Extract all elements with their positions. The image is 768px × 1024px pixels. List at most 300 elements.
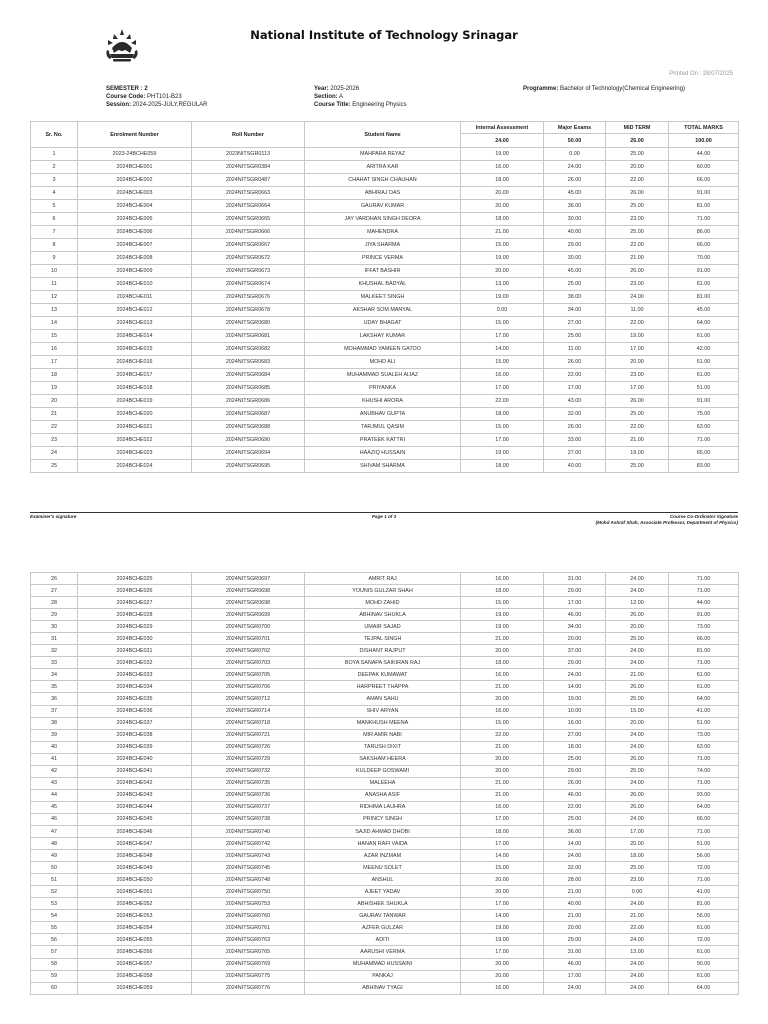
- mid-cell: 22.00: [606, 922, 669, 934]
- total-cell: 51.00: [669, 717, 739, 729]
- roll-cell: 2024NITSGR0776: [192, 982, 305, 994]
- sr-cell: 60: [31, 982, 78, 994]
- table-row: [31, 862, 739, 874]
- table-row: [31, 946, 739, 958]
- roll-cell: 2024NITSGR0680: [192, 317, 305, 330]
- roll-cell: 2024NITSGR0703: [192, 657, 305, 669]
- name-cell: LAKSHAY KUMAR: [305, 330, 461, 343]
- major-cell: 32.00: [544, 862, 606, 874]
- enrolment-cell: 2024BCHE005: [78, 213, 192, 226]
- total-cell: 61.00: [669, 369, 739, 382]
- sr-cell: 38: [31, 717, 78, 729]
- mid-cell: 24.00: [606, 291, 669, 304]
- enrolment-cell: 2024BCHE020: [78, 408, 192, 421]
- table-body-page2: [31, 573, 739, 995]
- major-cell: 24.00: [544, 850, 606, 862]
- enrolment-cell: 2024BCHE029: [78, 621, 192, 633]
- major-cell: 29.00: [544, 239, 606, 252]
- mid-cell: 25.00: [606, 460, 669, 473]
- sr-cell: 7: [31, 226, 78, 239]
- name-cell: ABHIRAJ DAS: [305, 187, 461, 200]
- total-cell: 86.00: [669, 226, 739, 239]
- enrolment-cell: 2024BCHE052: [78, 898, 192, 910]
- roll-cell: 2024NITSGR0664: [192, 200, 305, 213]
- name-cell: HANAN RAFI VAIDA: [305, 838, 461, 850]
- total-cell: 71.00: [669, 777, 739, 789]
- table-row: [31, 278, 739, 291]
- mid-cell: 15.00: [606, 705, 669, 717]
- max-mid: 26.00: [606, 134, 669, 148]
- name-cell: HARPREET THAPPA: [305, 681, 461, 693]
- major-cell: 29.00: [544, 765, 606, 777]
- ia-cell: 17.00: [461, 330, 544, 343]
- name-cell: MANKHUSH MEENA: [305, 717, 461, 729]
- name-cell: ABHINAV SHUKLA: [305, 609, 461, 621]
- total-cell: 91.00: [669, 395, 739, 408]
- max-major: 50.00: [544, 134, 606, 148]
- major-cell: 26.00: [544, 777, 606, 789]
- major-cell: 25.00: [544, 753, 606, 765]
- ia-cell: 21.00: [461, 777, 544, 789]
- sr-cell: 34: [31, 669, 78, 681]
- mid-cell: 21.00: [606, 252, 669, 265]
- table-row: [31, 765, 739, 777]
- name-cell: ANASHA ASIF: [305, 789, 461, 801]
- total-cell: 56.00: [669, 910, 739, 922]
- ia-cell: 15.00: [461, 597, 544, 609]
- major-cell: 25.00: [544, 330, 606, 343]
- ia-cell: 14.00: [461, 910, 544, 922]
- name-cell: AMRIT RAJ: [305, 573, 461, 585]
- major-cell: 26.00: [544, 421, 606, 434]
- semester-label: SEMESTER :: [106, 86, 143, 92]
- sr-cell: 24: [31, 447, 78, 460]
- major-cell: 25.00: [544, 278, 606, 291]
- total-cell: 75.00: [669, 408, 739, 421]
- mid-cell: 12.00: [606, 597, 669, 609]
- sr-cell: 42: [31, 765, 78, 777]
- roll-cell: 2024NITSGR0698: [192, 597, 305, 609]
- total-cell: 71.00: [669, 585, 739, 597]
- name-cell: AKSHAR SOM MANYAL: [305, 304, 461, 317]
- roll-cell: 2024NITSGR0702: [192, 645, 305, 657]
- mid-cell: 22.00: [606, 174, 669, 187]
- total-cell: 61.00: [669, 356, 739, 369]
- roll-cell: 2024NITSGR0684: [192, 369, 305, 382]
- sr-cell: 27: [31, 585, 78, 597]
- sr-cell: 44: [31, 789, 78, 801]
- enrolment-cell: 2024BCHE050: [78, 874, 192, 886]
- sr-cell: 18: [31, 369, 78, 382]
- total-cell: 51.00: [669, 838, 739, 850]
- sr-cell: 12: [31, 291, 78, 304]
- ia-cell: 15.00: [461, 421, 544, 434]
- total-cell: 44.00: [669, 597, 739, 609]
- sr-cell: 43: [31, 777, 78, 789]
- enrolment-cell: 2024BCHE027: [78, 597, 192, 609]
- sr-cell: 3: [31, 174, 78, 187]
- sr-cell: 58: [31, 958, 78, 970]
- sr-cell: 53: [31, 898, 78, 910]
- table-row: [31, 657, 739, 669]
- total-cell: 81.00: [669, 291, 739, 304]
- total-cell: 64.00: [669, 982, 739, 994]
- total-cell: 63.00: [669, 421, 739, 434]
- roll-cell: 2024NITSGR0699: [192, 609, 305, 621]
- enrolment-cell: 2024BCHE047: [78, 838, 192, 850]
- mid-cell: 25.00: [606, 633, 669, 645]
- sr-cell: 19: [31, 382, 78, 395]
- name-cell: PANKAJ: [305, 970, 461, 982]
- sr-cell: 33: [31, 657, 78, 669]
- institute-title: National Institute of Technology Srinagar: [250, 28, 518, 42]
- page-separator: [30, 512, 738, 513]
- ia-cell: 20.00: [461, 200, 544, 213]
- coordinator-signature-block: [596, 514, 738, 526]
- ia-cell: 22.00: [461, 395, 544, 408]
- ia-cell: 17.00: [461, 946, 544, 958]
- name-cell: PRATEEK KATTRI: [305, 434, 461, 447]
- name-cell: MOHD ALI: [305, 356, 461, 369]
- year-value: 2025-2026: [330, 86, 360, 92]
- enrolment-cell: 2024BCHE021: [78, 421, 192, 434]
- name-cell: DISHANT RAJPUT: [305, 645, 461, 657]
- sr-cell: 51: [31, 874, 78, 886]
- roll-cell: 2024NITSGR0726: [192, 741, 305, 753]
- ia-cell: 17.00: [461, 813, 544, 825]
- major-cell: 24.00: [544, 669, 606, 681]
- sr-cell: 23: [31, 434, 78, 447]
- major-cell: 40.00: [544, 460, 606, 473]
- roll-cell: 2024NITSGR0712: [192, 693, 305, 705]
- enrolment-cell: 2024BCHE019: [78, 395, 192, 408]
- ia-cell: 19.00: [461, 291, 544, 304]
- sr-cell: 40: [31, 741, 78, 753]
- enrolment-cell: 2024BCHE045: [78, 813, 192, 825]
- semester-value: 2: [144, 86, 148, 92]
- ia-cell: 19.00: [461, 621, 544, 633]
- major-cell: 22.00: [544, 801, 606, 813]
- enrolment-cell: 2024BCHE016: [78, 356, 192, 369]
- roll-cell: 2024NITSGR0678: [192, 304, 305, 317]
- major-cell: 18.00: [544, 741, 606, 753]
- table-row: [31, 777, 739, 789]
- table-row: [31, 252, 739, 265]
- name-cell: GAURAV TANWAR: [305, 910, 461, 922]
- enrolment-cell: 2024BCHE028: [78, 609, 192, 621]
- total-cell: 44.00: [669, 148, 739, 161]
- roll-cell: 2024NITSGR0775: [192, 970, 305, 982]
- enrolment-cell: 2024BCHE057: [78, 958, 192, 970]
- name-cell: SAJID AHMAD DHOBI: [305, 825, 461, 837]
- roll-cell: 2024NITSGR0682: [192, 343, 305, 356]
- major-cell: 29.00: [544, 657, 606, 669]
- total-cell: 72.00: [669, 934, 739, 946]
- enrolment-cell: 2024BCHE053: [78, 910, 192, 922]
- sr-cell: 36: [31, 693, 78, 705]
- major-cell: 26.00: [544, 174, 606, 187]
- total-cell: 51.00: [669, 382, 739, 395]
- sr-cell: 55: [31, 922, 78, 934]
- table-row: [31, 304, 739, 317]
- enrolment-cell: 2023-24BCHE059: [78, 148, 192, 161]
- mid-cell: 0.00: [606, 886, 669, 898]
- ia-cell: 18.00: [461, 657, 544, 669]
- table-row: [31, 609, 739, 621]
- table-row: [31, 693, 739, 705]
- name-cell: TARJMUL QASIM: [305, 421, 461, 434]
- major-cell: 40.00: [544, 226, 606, 239]
- ia-cell: 19.00: [461, 934, 544, 946]
- major-cell: 16.00: [544, 717, 606, 729]
- total-cell: 71.00: [669, 434, 739, 447]
- table-row: [31, 970, 739, 982]
- meta-left-block: [106, 85, 208, 109]
- name-cell: JAY VARDHAN SINGH DEORA: [305, 213, 461, 226]
- roll-cell: 2024NITSGR0753: [192, 898, 305, 910]
- table-row: [31, 343, 739, 356]
- name-cell: SHIVAM SHARMA: [305, 460, 461, 473]
- ia-cell: 21.00: [461, 789, 544, 801]
- total-cell: 73.00: [669, 729, 739, 741]
- sr-cell: 49: [31, 850, 78, 862]
- ia-cell: 18.00: [461, 174, 544, 187]
- enrolment-cell: 2024BCHE011: [78, 291, 192, 304]
- mid-cell: 21.00: [606, 669, 669, 681]
- mid-cell: 26.00: [606, 395, 669, 408]
- major-cell: 45.00: [544, 265, 606, 278]
- roll-cell: 2024NITSGR0681: [192, 330, 305, 343]
- enrolment-cell: 2024BCHE049: [78, 862, 192, 874]
- ia-cell: 17.00: [461, 434, 544, 447]
- name-cell: AJEET YADAV: [305, 886, 461, 898]
- total-cell: 45.00: [669, 304, 739, 317]
- sr-cell: 16: [31, 343, 78, 356]
- major-cell: 25.00: [544, 813, 606, 825]
- ia-cell: 21.00: [461, 633, 544, 645]
- sr-cell: 11: [31, 278, 78, 291]
- roll-cell: 2024NITSGR0763: [192, 934, 305, 946]
- roll-cell: 2024NITSGR0706: [192, 681, 305, 693]
- enrolment-cell: 2024BCHE013: [78, 317, 192, 330]
- enrolment-cell: 2024BCHE037: [78, 717, 192, 729]
- total-cell: 61.00: [669, 330, 739, 343]
- total-cell: 91.00: [669, 609, 739, 621]
- major-cell: 14.00: [544, 838, 606, 850]
- roll-cell: 2024NITSGR0687: [192, 408, 305, 421]
- col-header-major: Major Exams: [544, 122, 606, 134]
- roll-cell: 2024NITSGR0697: [192, 573, 305, 585]
- sr-cell: 52: [31, 886, 78, 898]
- name-cell: UDAY BHAGAT: [305, 317, 461, 330]
- enrolment-cell: 2024BCHE004: [78, 200, 192, 213]
- major-cell: 20.00: [544, 922, 606, 934]
- enrolment-cell: 2024BCHE026: [78, 585, 192, 597]
- ia-cell: 14.00: [461, 850, 544, 862]
- roll-cell: 2024NITSGR0740: [192, 825, 305, 837]
- sr-cell: 28: [31, 597, 78, 609]
- mid-cell: 24.00: [606, 958, 669, 970]
- mid-cell: 22.00: [606, 421, 669, 434]
- table-row: [31, 330, 739, 343]
- mid-cell: 24.00: [606, 657, 669, 669]
- major-cell: 24.00: [544, 982, 606, 994]
- sr-cell: 22: [31, 421, 78, 434]
- major-cell: 28.00: [544, 874, 606, 886]
- sr-cell: 9: [31, 252, 78, 265]
- roll-cell: 2024NITSGR0700: [192, 621, 305, 633]
- name-cell: AZAR INZMAM: [305, 850, 461, 862]
- major-cell: 34.00: [544, 621, 606, 633]
- mid-cell: 22.00: [606, 317, 669, 330]
- roll-cell: 2024NITSGR0742: [192, 838, 305, 850]
- table-row: [31, 434, 739, 447]
- total-cell: 64.00: [669, 693, 739, 705]
- name-cell: PRIYANKA: [305, 382, 461, 395]
- sr-cell: 20: [31, 395, 78, 408]
- roll-cell: 2024NITSGR0705: [192, 669, 305, 681]
- enrolment-cell: 2024BCHE056: [78, 946, 192, 958]
- mid-cell: 26.00: [606, 187, 669, 200]
- name-cell: MUHAMMAD SUALEH AIJAZ: [305, 369, 461, 382]
- table-row: [31, 982, 739, 994]
- enrolment-cell: 2024BCHE025: [78, 573, 192, 585]
- enrolment-cell: 2024BCHE006: [78, 226, 192, 239]
- name-cell: HAAZIQ HUSSAIN: [305, 447, 461, 460]
- coordinator-name: (Mohd Ashraf Shah, Associate Professor, Department of Physics): [595, 520, 738, 525]
- major-cell: 31.00: [544, 946, 606, 958]
- table-row: [31, 382, 739, 395]
- table-row: [31, 813, 739, 825]
- mid-cell: 26.00: [606, 753, 669, 765]
- marks-table-page2: [30, 572, 739, 995]
- enrolment-cell: 2024BCHE033: [78, 669, 192, 681]
- ia-cell: 20.00: [461, 874, 544, 886]
- sr-cell: 54: [31, 910, 78, 922]
- table-row: [31, 645, 739, 657]
- enrolment-cell: 2024BCHE040: [78, 753, 192, 765]
- major-cell: 30.00: [544, 252, 606, 265]
- sr-cell: 46: [31, 813, 78, 825]
- sr-cell: 56: [31, 934, 78, 946]
- total-cell: 93.00: [669, 789, 739, 801]
- mid-cell: 24.00: [606, 585, 669, 597]
- enrolment-cell: 2024BCHE018: [78, 382, 192, 395]
- roll-cell: 2024NITSGR0729: [192, 753, 305, 765]
- enrolment-cell: 2024BCHE001: [78, 161, 192, 174]
- ia-cell: 20.00: [461, 753, 544, 765]
- roll-cell: 2024NITSGR0743: [192, 850, 305, 862]
- roll-cell: 2024NITSGR0721: [192, 729, 305, 741]
- enrolment-cell: 2024BCHE031: [78, 645, 192, 657]
- table-row: [31, 922, 739, 934]
- sr-cell: 4: [31, 187, 78, 200]
- roll-cell: 2024NITSGR0732: [192, 765, 305, 777]
- roll-cell: 2024NITSGR0718: [192, 717, 305, 729]
- name-cell: ANSHUL: [305, 874, 461, 886]
- table-row: [31, 200, 739, 213]
- table-row: [31, 421, 739, 434]
- major-cell: 27.00: [544, 447, 606, 460]
- mid-cell: 17.00: [606, 825, 669, 837]
- name-cell: AZFER GULZAR: [305, 922, 461, 934]
- course-code-label: Course Code:: [106, 94, 146, 100]
- name-cell: MALEEHA: [305, 777, 461, 789]
- total-cell: 73.00: [669, 621, 739, 633]
- table-row: [31, 801, 739, 813]
- mid-cell: 23.00: [606, 278, 669, 291]
- sr-cell: 39: [31, 729, 78, 741]
- ia-cell: 20.00: [461, 765, 544, 777]
- major-cell: 46.00: [544, 958, 606, 970]
- total-cell: 41.00: [669, 886, 739, 898]
- ia-cell: 19.00: [461, 252, 544, 265]
- col-header-roll: Roll Number: [192, 122, 305, 148]
- name-cell: TEJPAL SINGH: [305, 633, 461, 645]
- roll-cell: 2024NITSGR0701: [192, 633, 305, 645]
- sr-cell: 29: [31, 609, 78, 621]
- enrolment-cell: 2024BCHE017: [78, 369, 192, 382]
- meta-right-block: [523, 85, 685, 93]
- table-row: [31, 395, 739, 408]
- roll-cell: 2024NITSGR0738: [192, 813, 305, 825]
- name-cell: GAURAV KUMAR: [305, 200, 461, 213]
- programme-label: Programme:: [523, 86, 559, 92]
- table-row: [31, 825, 739, 837]
- ia-cell: 21.00: [461, 741, 544, 753]
- sr-cell: 50: [31, 862, 78, 874]
- table-row: [31, 317, 739, 330]
- mid-cell: 26.00: [606, 265, 669, 278]
- ia-cell: 21.00: [461, 681, 544, 693]
- enrolment-cell: 2024BCHE003: [78, 187, 192, 200]
- major-cell: 43.00: [544, 395, 606, 408]
- total-cell: 90.00: [669, 958, 739, 970]
- name-cell: MIR AMIR NABI: [305, 729, 461, 741]
- name-cell: DEEPAK KUMAWAT: [305, 669, 461, 681]
- sr-cell: 10: [31, 265, 78, 278]
- enrolment-cell: 2024BCHE034: [78, 681, 192, 693]
- ia-cell: 20.00: [461, 886, 544, 898]
- roll-cell: 2024NITSGR0750: [192, 886, 305, 898]
- roll-cell: 2024NITSGR0685: [192, 382, 305, 395]
- major-cell: 27.00: [544, 317, 606, 330]
- sr-cell: 26: [31, 573, 78, 585]
- major-cell: 26.00: [544, 356, 606, 369]
- enrolment-cell: 2024BCHE058: [78, 970, 192, 982]
- table-row: [31, 633, 739, 645]
- name-cell: KHUSHI ARORA: [305, 395, 461, 408]
- table-row: [31, 621, 739, 633]
- coordinator-signature: Course Co-Ordinator Signature: [669, 514, 738, 519]
- major-cell: 31.00: [544, 573, 606, 585]
- mid-cell: 25.00: [606, 693, 669, 705]
- table-row: [31, 789, 739, 801]
- ia-cell: 15.00: [461, 356, 544, 369]
- total-cell: 71.00: [669, 874, 739, 886]
- enrolment-cell: 2024BCHE038: [78, 729, 192, 741]
- col-header-ia: Internal Assessment: [461, 122, 544, 134]
- roll-cell: 2024NITSGR0748: [192, 874, 305, 886]
- ia-cell: 18.00: [461, 825, 544, 837]
- table-row: [31, 265, 739, 278]
- sr-cell: 21: [31, 408, 78, 421]
- table-row: [31, 705, 739, 717]
- name-cell: AMAN SAHU: [305, 693, 461, 705]
- total-cell: 81.00: [669, 645, 739, 657]
- ia-cell: 21.00: [461, 226, 544, 239]
- sr-cell: 8: [31, 239, 78, 252]
